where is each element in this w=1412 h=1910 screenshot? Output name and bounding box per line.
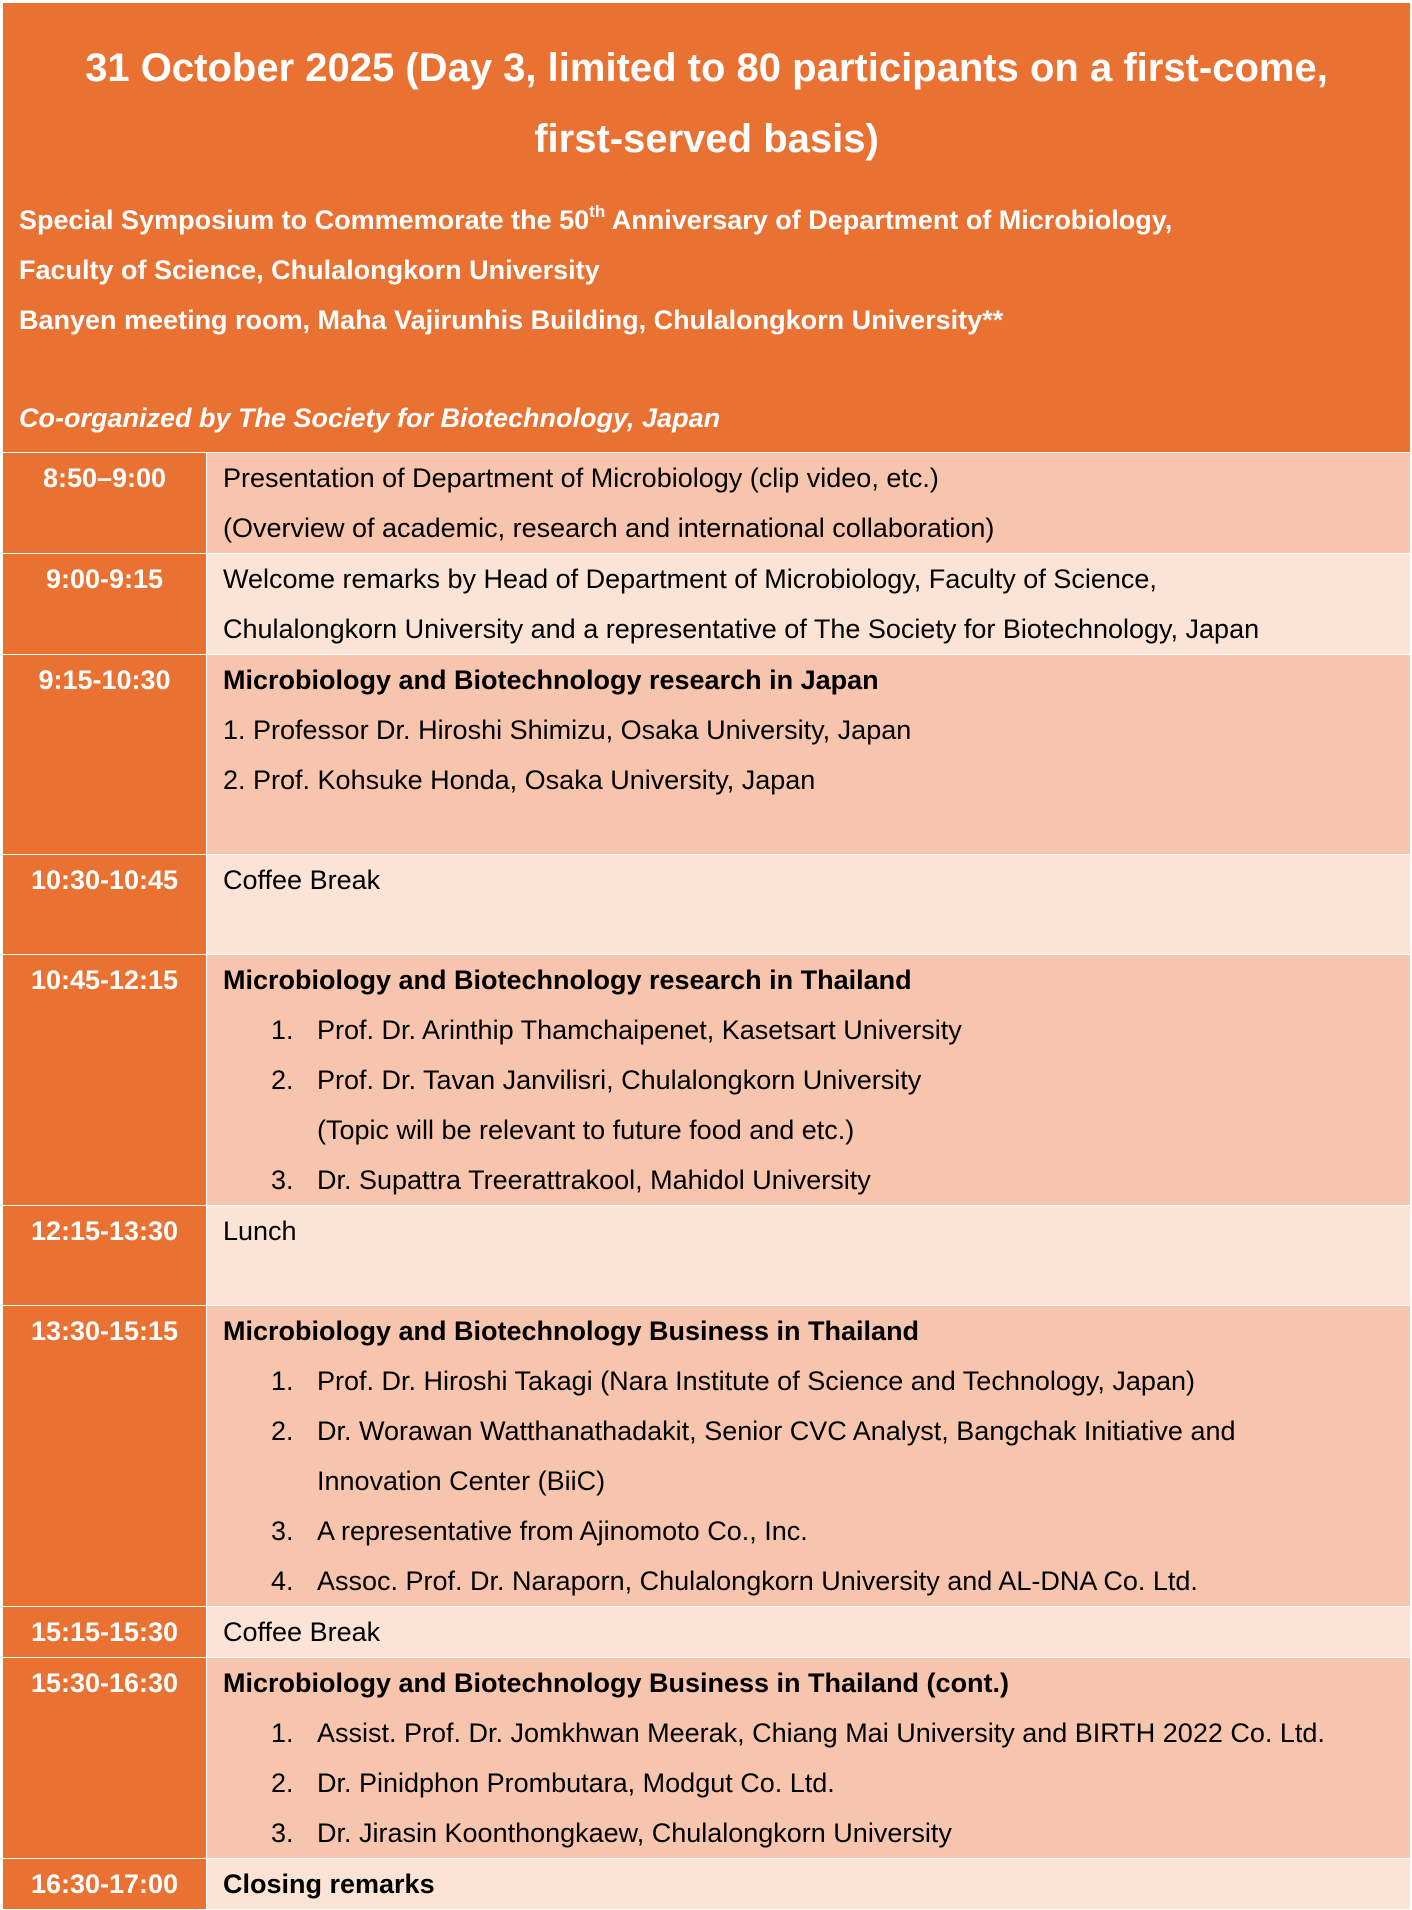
session-title: Microbiology and Biotechnology research in Thailand [223, 965, 912, 995]
time-slot: 10:45-12:15 [3, 955, 207, 1206]
symposium-title: Special Symposium to Commemorate the 50th Anniversary of Department of Microbiology, [19, 202, 1173, 235]
session-content [207, 1306, 1411, 1607]
time-slot: 8:50–9:00 [3, 453, 207, 554]
session-content [207, 1859, 1411, 1910]
symposium-faculty: Faculty of Science, Chulalongkorn University [19, 255, 600, 285]
session-content: Presentation of Department of Microbiology (clip video, etc.) (Overview of academic, research and international collaboration) [207, 453, 1411, 554]
time-slot: 9:15-10:30 [3, 655, 207, 855]
table-row [3, 1859, 1411, 1910]
session-content: Coffee Break [207, 1607, 1411, 1658]
header-cell [3, 3, 1411, 453]
time-slot: 15:15-15:30 [3, 1607, 207, 1658]
table-row [3, 855, 1411, 955]
table-row [3, 955, 1411, 1206]
speaker-note: Innovation Center (BiiC) [317, 1466, 606, 1496]
co-organizer: Co-organized by The Society for Biotechnology, Japan [19, 403, 721, 433]
program-table [2, 2, 1411, 1910]
speaker: 2. Dr. Pinidphon Prombutara, Modgut Co. Ltd. [271, 1768, 835, 1798]
session-content [207, 655, 1411, 855]
session-title: Microbiology and Biotechnology research in Japan [223, 665, 879, 695]
table-row [3, 1658, 1411, 1859]
speaker: 1. Assist. Prof. Dr. Jomkhwan Meerak, Chiang Mai University and BIRTH 2022 Co. Ltd. [271, 1718, 1325, 1748]
session-title: Microbiology and Biotechnology Business in Thailand [223, 1316, 920, 1346]
session-content: Welcome remarks by Head of Department of Microbiology, Faculty of Science, Chulalongkorn University and a representative of The Society for Biotechnology, Japan [207, 554, 1411, 655]
page-title: 31 October 2025 (Day 3, limited to 80 participants on a first-come, first-served basis) [85, 46, 1328, 161]
speaker-note: (Topic will be relevant to future food and etc.) [317, 1115, 855, 1145]
session-title: Microbiology and Biotechnology Business in Thailand (cont.) [223, 1668, 1010, 1698]
table-row [3, 1206, 1411, 1306]
speaker: 2. Dr. Worawan Watthanathadakit, Senior CVC Analyst, Bangchak Initiative and [271, 1416, 1236, 1446]
table-row [3, 554, 1411, 655]
time-slot: 16:30-17:00 [3, 1859, 207, 1910]
table-row [3, 1306, 1411, 1607]
table-row [3, 655, 1411, 855]
speaker: 2. Prof. Kohsuke Honda, Osaka University, Japan [223, 765, 816, 795]
speaker: 2. Prof. Dr. Tavan Janvilisri, Chulalongkorn University [271, 1065, 922, 1095]
venue: Banyen meeting room, Maha Vajirunhis Building, Chulalongkorn University** [19, 305, 1004, 335]
session-content: Coffee Break [207, 855, 1411, 955]
speaker: 1. Prof. Dr. Hiroshi Takagi (Nara Institute of Science and Technology, Japan) [271, 1366, 1195, 1396]
table-row [3, 453, 1411, 554]
session-content [207, 955, 1411, 1206]
table-row [3, 1607, 1411, 1658]
time-slot: 13:30-15:15 [3, 1306, 207, 1607]
time-slot: 9:00-9:15 [3, 554, 207, 655]
time-slot: 12:15-13:30 [3, 1206, 207, 1306]
speaker: 4. Assoc. Prof. Dr. Naraporn, Chulalongkorn University and AL-DNA Co. Ltd. [271, 1566, 1198, 1596]
speaker: 3. Dr. Jirasin Koonthongkaew, Chulalongkorn University [271, 1818, 952, 1848]
time-slot: 15:30-16:30 [3, 1658, 207, 1859]
speaker: 3. Dr. Supattra Treerattrakool, Mahidol University [271, 1165, 871, 1195]
speaker: 1. Professor Dr. Hiroshi Shimizu, Osaka University, Japan [223, 715, 912, 745]
header-row [3, 3, 1411, 453]
session-content: Lunch [207, 1206, 1411, 1306]
time-slot: 10:30-10:45 [3, 855, 207, 955]
session-content [207, 1658, 1411, 1859]
speaker: 3. A representative from Ajinomoto Co., Inc. [271, 1516, 808, 1546]
session-title: Closing remarks [223, 1869, 435, 1899]
speaker: 1. Prof. Dr. Arinthip Thamchaipenet, Kasetsart University [271, 1015, 962, 1045]
